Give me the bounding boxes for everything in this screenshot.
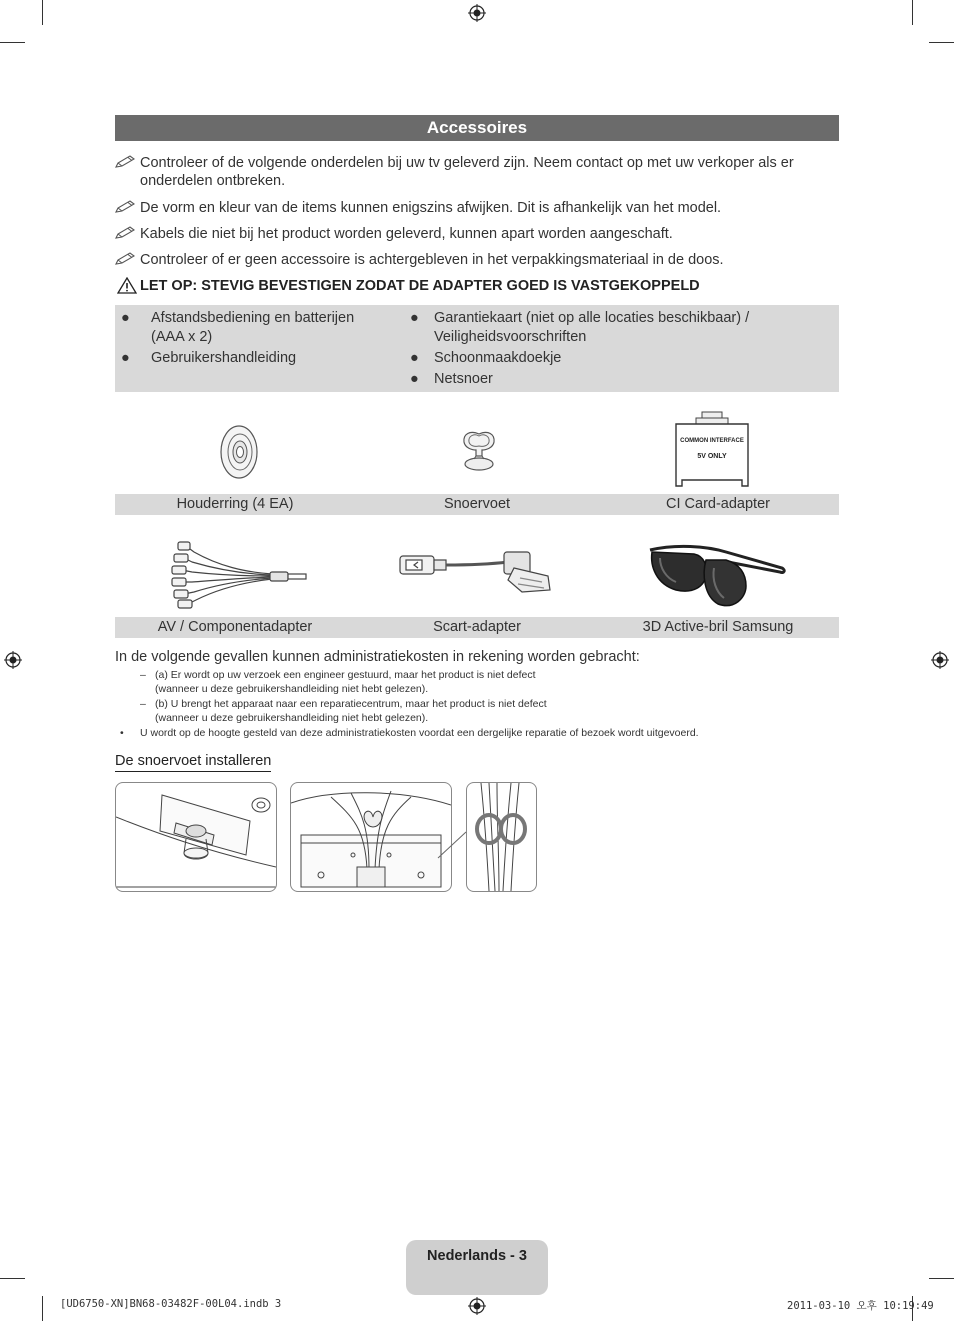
registration-mark-icon xyxy=(468,1297,486,1315)
cable-stand-icon xyxy=(460,428,498,474)
ci-card-label: 5V ONLY xyxy=(697,453,727,460)
note-item xyxy=(115,154,835,190)
list-item: ● Garantiekaart (niet op alle locaties beschikbaar) / Veiligheidsvoorschriften xyxy=(410,310,750,345)
accessory-label: CI Card-adapter xyxy=(666,496,770,512)
install-step-panel xyxy=(290,782,452,892)
bullet: ● xyxy=(121,310,130,326)
note-item xyxy=(115,199,835,217)
pencil-note-icon xyxy=(115,226,137,240)
list-item: ● Gebruikershandleiding xyxy=(121,350,297,366)
registration-mark-icon xyxy=(4,651,22,669)
admin-costs-note: U wordt op de hoogte gesteld van deze administratiekosten voordat een dergelijke reparatie of bezoek wordt uitgevoerd. xyxy=(140,727,699,739)
warning-triangle-icon xyxy=(117,277,137,294)
list-item: ● Schoonmaakdoekje xyxy=(410,350,562,366)
scart-adapter-icon xyxy=(396,546,556,598)
install-detail-panel xyxy=(466,782,537,892)
note-text: De vorm en kleur van de items kunnen enigszins afwijken. Dit is afhankelijk van het model. xyxy=(140,200,722,216)
pencil-note-icon xyxy=(115,155,137,169)
dash: – xyxy=(140,669,146,681)
note-item xyxy=(115,251,835,269)
print-slug-file: [UD6750-XN]BN68-03482F-00L04.indb 3 xyxy=(60,1298,282,1310)
admin-case-text: (wanneer u deze gebruikershandleiding niet hebt gelezen). xyxy=(155,683,429,695)
cable-clip-detail-icon xyxy=(467,783,536,891)
tv-stand-illustration-icon xyxy=(116,783,276,891)
bullet: ● xyxy=(121,350,130,366)
caution-text: LET OP: STEVIG BEVESTIGEN ZODAT DE ADAPTER GOED IS VASTGEKOPPELD xyxy=(140,278,700,294)
section-title: Accessoires xyxy=(115,115,839,141)
accessory-label: Scart-adapter xyxy=(433,619,521,635)
note-text: Kabels die niet bij het product worden geleverd, kunnen apart worden aangeschaft. xyxy=(140,226,673,242)
print-slug-date: 2011-03-10 오후 10:19:49 xyxy=(787,1300,934,1312)
caution-note xyxy=(115,277,835,295)
admin-case-text: (a) Er wordt op uw verzoek een engineer gestuurd, maar het product is niet defect xyxy=(155,669,536,681)
install-heading: De snoervoet installeren xyxy=(115,752,271,772)
zoom-connector-line xyxy=(436,830,468,860)
admin-case-text: (b) U brengt het apparaat naar een reparatiecentrum, maar het product is niet defect xyxy=(155,698,547,710)
note-text: Controleer of er geen accessoire is achtergebleven in het verpakkingsmateriaal in de doos. xyxy=(140,252,724,268)
av-component-adapter-icon xyxy=(164,540,312,610)
3d-glasses-icon xyxy=(646,540,788,610)
crop-mark xyxy=(912,0,913,25)
bullet: ● xyxy=(410,310,419,326)
ci-card-label: COMMON INTERFACE xyxy=(680,438,744,444)
crop-mark xyxy=(42,0,43,25)
crop-mark xyxy=(42,1296,43,1321)
admin-case-text: (wanneer u deze gebruikershandleiding niet hebt gelezen). xyxy=(155,712,429,724)
list-item: ● Netsnoer xyxy=(410,371,493,387)
list-item: ● Afstandsbediening en batterijen (AAA x 2) xyxy=(121,310,355,345)
note-text: Controleer of de volgende onderdelen bij uw tv geleverd zijn. Neem contact op met uw verkoper als er xyxy=(140,155,794,171)
registration-mark-icon xyxy=(931,651,949,669)
pencil-note-icon xyxy=(115,252,137,266)
crop-mark xyxy=(0,42,25,43)
accessory-label: Houderring (4 EA) xyxy=(176,496,294,512)
accessory-label: AV / Componentadapter xyxy=(157,619,313,635)
bullet: ● xyxy=(410,350,419,366)
install-step-panel xyxy=(115,782,277,892)
dash: – xyxy=(140,698,146,710)
admin-costs-intro: In de volgende gevallen kunnen administratiekosten in rekening worden gebracht: xyxy=(115,649,640,665)
crop-mark xyxy=(0,1278,25,1279)
ci-card-adapter-icon xyxy=(672,410,752,488)
cable-routing-illustration-icon xyxy=(291,783,451,891)
pencil-note-icon xyxy=(115,200,137,214)
accessory-label: Snoervoet xyxy=(443,496,511,512)
registration-mark-icon xyxy=(468,4,486,22)
accessory-label: 3D Active-bril Samsung xyxy=(642,619,794,635)
crop-mark xyxy=(929,1278,954,1279)
page-number-tab: Nederlands - 3 xyxy=(406,1240,548,1295)
crop-mark xyxy=(929,42,954,43)
bullet: • xyxy=(120,727,124,739)
note-item xyxy=(115,225,835,243)
note-text: onderdelen ontbreken. xyxy=(140,173,286,189)
holder-ring-icon xyxy=(218,424,260,480)
bullet: ● xyxy=(410,371,419,387)
